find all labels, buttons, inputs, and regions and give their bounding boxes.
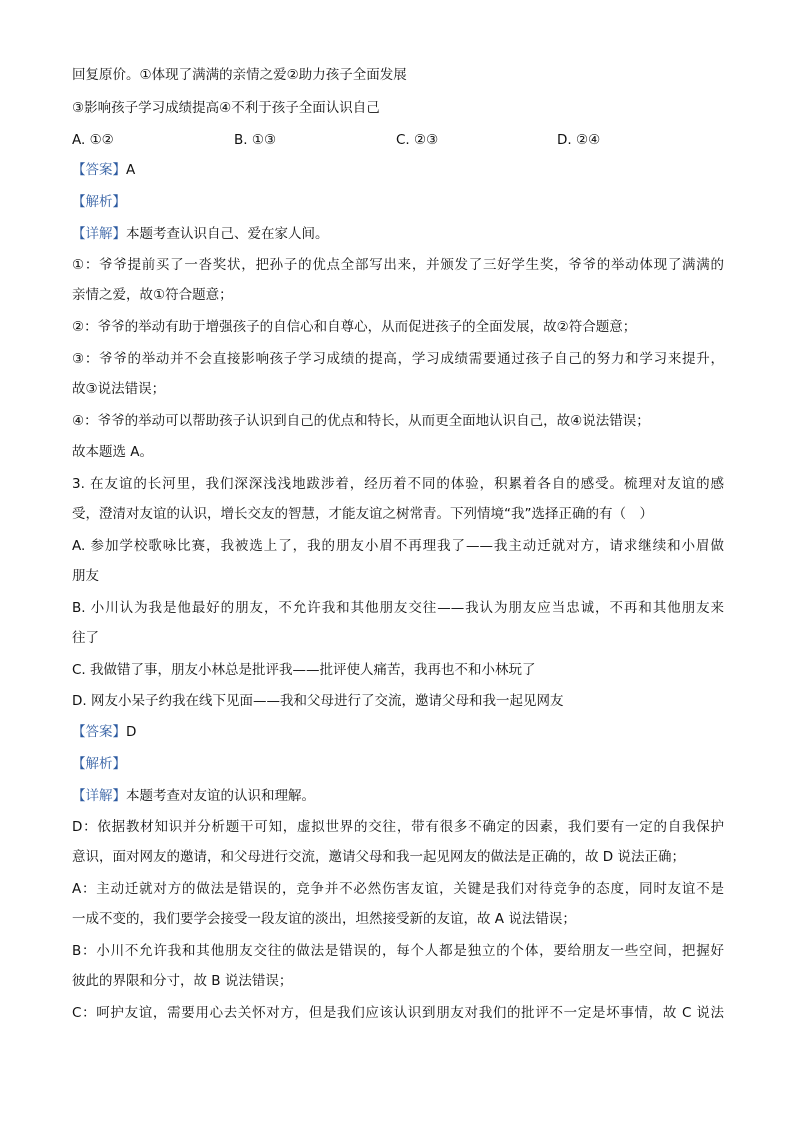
q3-answer — [72, 723, 724, 741]
q3-option-a-cont: 朋友 — [72, 568, 99, 584]
detail-tag: 【详解】 — [72, 788, 126, 804]
q3-stem-cont: 受，澄清对友谊的认识，增长交友的智慧，才能友谊之树常青。下列情境“我”选择正确的有（ ） — [72, 506, 653, 522]
q2-conclusion: 故本题选 A。 — [72, 444, 154, 460]
q2-explanation-2: ②：爷爷的举动有助于增强孩子的自信心和自尊心，从而促进孩子的全面发展，故②符合题意； — [72, 319, 637, 335]
q2-stem-continued: ③影响孩子学习成绩提高④不利于孩子全面认识自己 — [72, 100, 380, 116]
q3-stem: 3. 在友谊的长河里，我们深深浅浅地跋涉着，经历着不同的体验，积累着各自的感受。梳理对友谊的感 — [72, 476, 724, 492]
detail-text: 本题考查对友谊的认识和理解。 — [126, 788, 315, 804]
detail-tag: 【详解】 — [72, 226, 126, 242]
q3-explanation-a-cont: 一成不变的，我们要学会接受一段友谊的淡出，坦然接受新的友谊，故 A 说法错误； — [72, 911, 576, 927]
q3-option-d: D. 网友小呆子约我在线下见面——我和父母进行了交流，邀请父母和我一起见网友 — [72, 693, 564, 709]
q3-option-c: C. 我做错了事，朋友小林总是批评我——批评使人痛苦，我再也不和小林玩了 — [72, 662, 536, 678]
q2-explanation-3: ③：爷爷的举动并不会直接影响孩子学习成绩的提高，学习成绩需要通过孩子自己的努力和学习来提升， — [72, 351, 724, 367]
analysis-tag: 【解析】 — [72, 194, 126, 210]
q2-explanation-3-cont: 故③说法错误； — [72, 381, 166, 397]
q2-answer — [72, 161, 724, 179]
answer-tag: 【答案】 — [72, 724, 126, 740]
q2-option-c: C. ②③ — [396, 132, 439, 148]
q3-option-b-cont: 往了 — [72, 630, 99, 646]
q2-analysis-heading — [72, 193, 724, 211]
answer-value: D — [126, 724, 137, 740]
q3-analysis-heading — [72, 755, 724, 773]
q3-explanation-b-cont: 彼此的界限和分寸，故 B 说法错误； — [72, 973, 293, 989]
answer-value: A — [126, 162, 136, 178]
q2-detail — [72, 225, 724, 243]
q3-explanation-d: D：依据教材知识并分析题干可知，虚拟世界的交往，带有很多不确定的因素，我们要有一定的自我保护 — [72, 819, 724, 835]
q3-explanation-c: C：呵护友谊，需要用心去关怀对方，但是我们应该认识到朋友对我们的批评不一定是坏事情，故 C 说法 — [72, 1005, 724, 1021]
q2-stem-continued: 回复原价。①体现了满满的亲情之爱②助力孩子全面发展 — [72, 67, 407, 83]
analysis-tag: 【解析】 — [72, 756, 126, 772]
q3-option-b: B. 小川认为我是他最好的朋友，不允许我和其他朋友交往——我认为朋友应当忠诚，不再和其他朋友来 — [72, 600, 724, 616]
q2-explanation-1: ①：爷爷提前买了一沓奖状，把孙子的优点全部写出来，并颁发了三好学生奖，爷爷的举动体现了满满的 — [72, 257, 724, 273]
answer-tag: 【答案】 — [72, 162, 126, 178]
q3-explanation-d-cont: 意识，面对网友的邀请，和父母进行交流，邀请父母和我一起见网友的做法是正确的，故 D 说法正确； — [72, 849, 685, 865]
detail-text: 本题考查认识自己、爱在家人间。 — [126, 226, 329, 242]
q2-explanation-4: ④：爷爷的举动可以帮助孩子认识到自己的优点和特长，从而更全面地认识自己，故④说法错误； — [72, 413, 650, 429]
q2-explanation-1-cont: 亲情之爱，故①符合题意； — [72, 287, 233, 303]
q2-option-a: A. ①② — [72, 132, 114, 148]
q3-option-a: A. 参加学校歌咏比赛，我被选上了，我的朋友小眉不再理我了——我主动迁就对方，请求继续和小眉做 — [72, 538, 724, 554]
q2-option-b: B. ①③ — [234, 132, 277, 148]
q2-option-d: D. ②④ — [557, 132, 601, 148]
q3-explanation-b: B：小川不允许我和其他朋友交往的做法是错误的，每个人都是独立的个体，要给朋友一些空间，把握好 — [72, 943, 724, 959]
q3-detail — [72, 787, 724, 805]
q3-explanation-a: A：主动迁就对方的做法是错误的，竞争并不必然伤害友谊，关键是我们对待竞争的态度，同时友谊不是 — [72, 881, 724, 897]
